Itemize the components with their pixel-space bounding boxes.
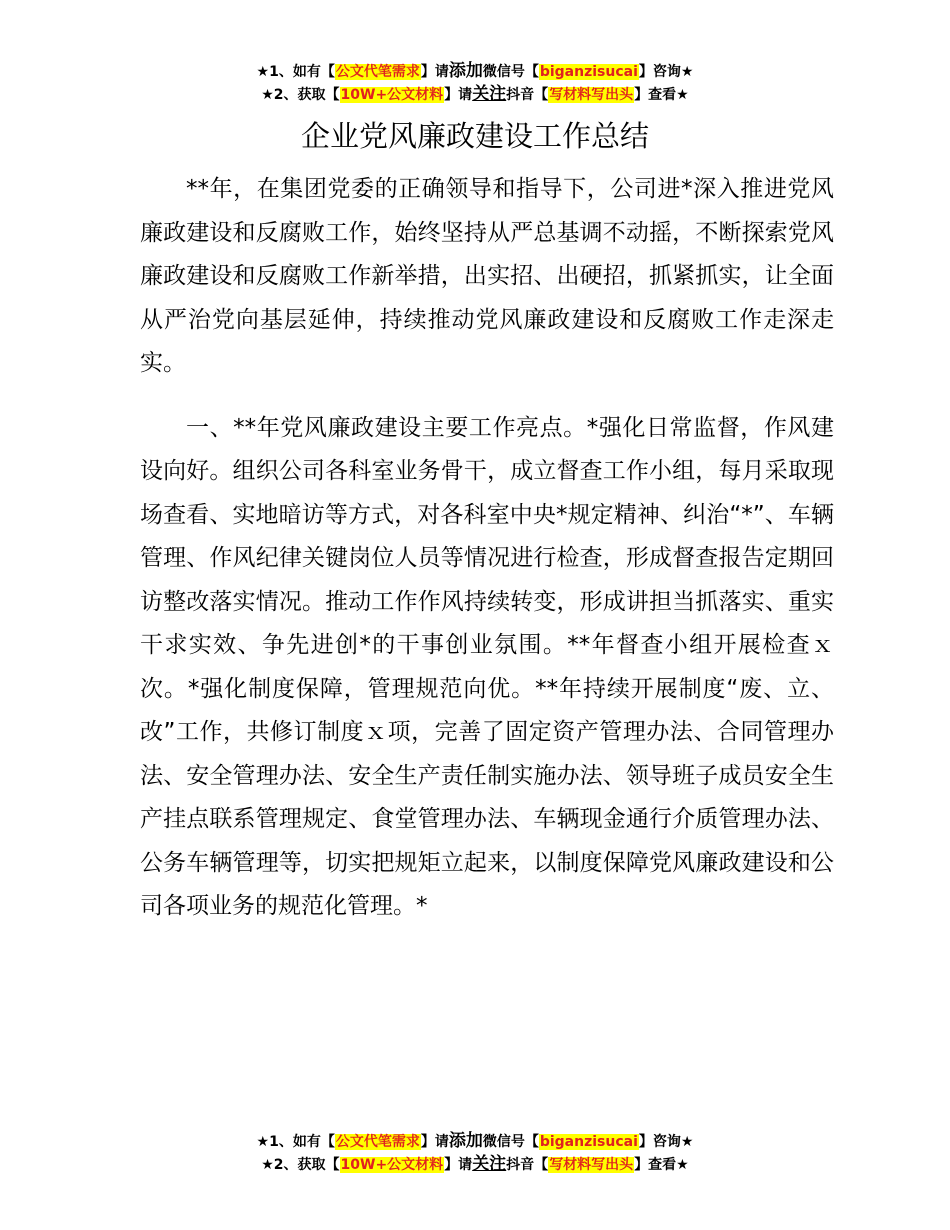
body-paragraph-2: 一、**年党风廉政建设主要工作亮点。*强化日常监督，作风建设向好。组织公司各科室业务骨干，成立督查工作小组，每月采取现场查看、实地暗访等方式，对各科室中央*规定精神、纠治“*”、车辆管理、作风纪律关键岗位人员等情况进行检查，形成督查报告定期回访整改落实情况。推动工作作风持续转变，形成讲担当抓落实、重实干求实效、争先进创*的干事创业氛围。**年督查小组开展检查ｘ次。*强化制度保障，管理规范向优。**年持续开展制度“废、立、改”工作，共修订制度ｘ项，完善了固定资产管理办法、合同管理办法、安全管理办法、安全生产责任制实施办法、领导班子成员安全生产挂点联系管理规定、食堂管理办法、车辆现金通行介质管理办法、公务车辆管理等，切实把规矩立起来，以制度保障党风廉政建设和公司各项业务的规范化管理。* <box>140 414 834 919</box>
promo-text: 】咨询★ <box>638 1134 694 1150</box>
promo-text: 】请 <box>420 64 449 80</box>
promo-highlight: 写材料写出头 <box>549 1157 634 1173</box>
promo-text: ★2、获取【 <box>261 1157 340 1173</box>
document-title: 企业党风廉政建设工作总结 <box>300 119 649 153</box>
promo-highlight: biganzisucai <box>539 1134 638 1150</box>
promo-text: 抖音【 <box>506 1157 549 1173</box>
promo-banner-top <box>0 60 950 106</box>
promo-highlight: 10W+公文材料 <box>340 87 444 103</box>
promo-text: 】查看★ <box>634 87 689 103</box>
promo-highlight: 10W+公文材料 <box>340 1157 444 1173</box>
promo-text: ★1、如有【 <box>256 64 335 80</box>
promo-emphasis: 添加 <box>448 1131 483 1151</box>
promo-text: ★2、获取【 <box>261 87 340 103</box>
promo-emphasis: 添加 <box>448 61 483 81</box>
promo-text: ★1、如有【 <box>256 1134 335 1150</box>
promo-line-2 <box>0 1153 950 1176</box>
promo-text: 抖音【 <box>506 87 549 103</box>
promo-highlight: biganzisucai <box>539 64 638 80</box>
promo-highlight: 公文代笔需求 <box>335 64 420 80</box>
promo-text: 】请 <box>420 1134 449 1150</box>
body-paragraph-1: **年，在集团党委的正确领导和指导下，公司进*深入推进党风廉政建设和反腐败工作，始终坚持从严总基调不动摇，不断探索党风廉政建设和反腐败工作新举措，出实招、出硬招，抓紧抓实，让全面从严治党向基层延伸，持续推动党风廉政建设和反腐败工作走深走实。 <box>140 176 834 376</box>
promo-banner-bottom <box>0 1130 950 1176</box>
promo-line-1 <box>0 1130 950 1153</box>
promo-emphasis: 关注 <box>472 84 507 104</box>
promo-text: 】请 <box>444 1157 473 1173</box>
promo-text: 】查看★ <box>634 1157 689 1173</box>
promo-line-2 <box>0 83 950 106</box>
promo-text: 微信号【 <box>482 64 539 80</box>
document-body <box>140 168 834 929</box>
promo-highlight: 写材料写出头 <box>549 87 634 103</box>
promo-text: 】请 <box>444 87 473 103</box>
promo-highlight: 公文代笔需求 <box>335 1134 420 1150</box>
promo-text: 微信号【 <box>482 1134 539 1150</box>
promo-emphasis: 关注 <box>472 1154 507 1174</box>
promo-text: 】咨询★ <box>638 64 694 80</box>
promo-line-1 <box>0 60 950 83</box>
